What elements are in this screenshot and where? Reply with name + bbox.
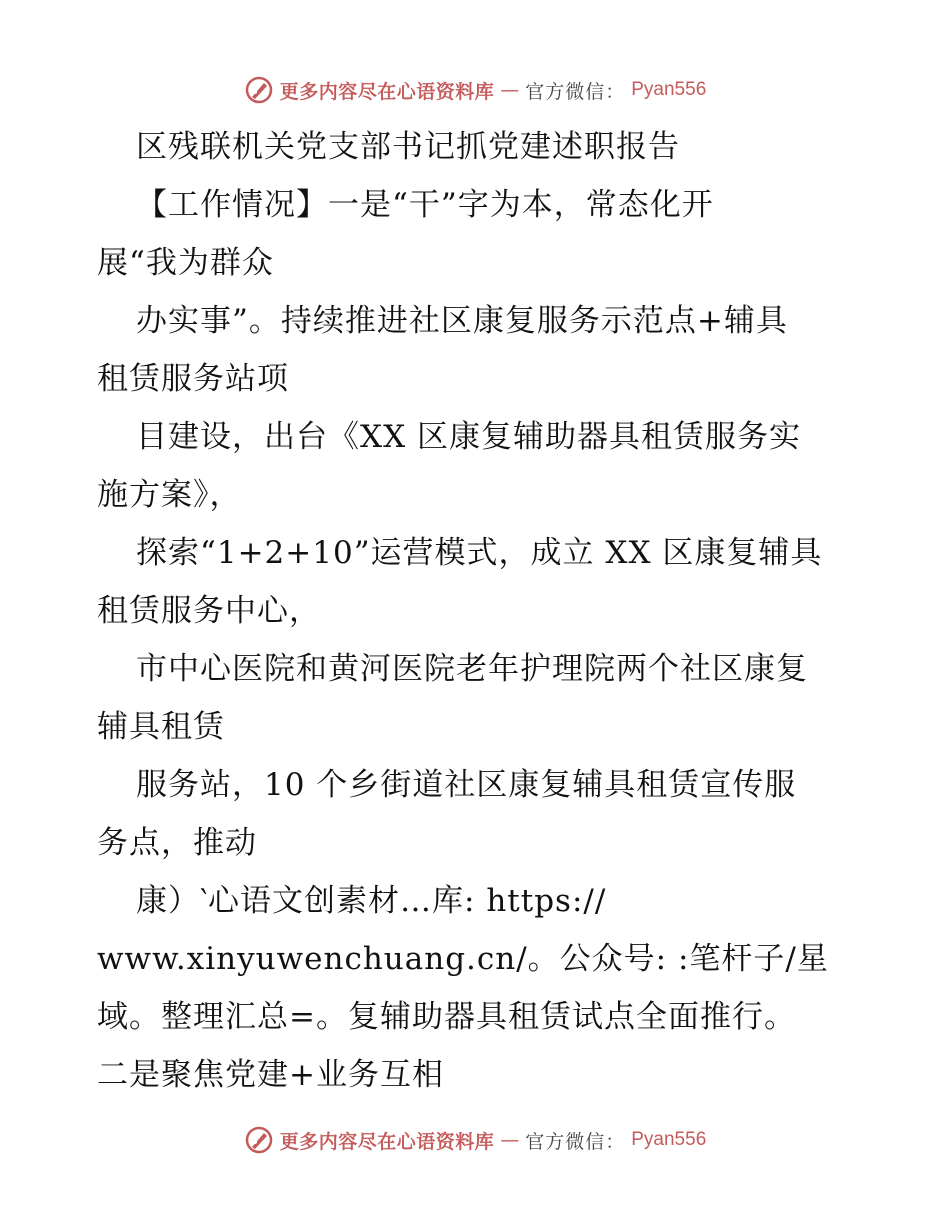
body-text-line: 服务站，10 个乡街道社区康复辅具租赁宣传服 [136, 767, 797, 803]
body-text-line: 【工作情况】一是“干”字为本，常态化开 [136, 187, 714, 223]
body-text-line: 康）‵心语文创素材…库: https:// [136, 883, 607, 919]
body-text-line: 务点，推动 [97, 825, 257, 861]
quill-logo-icon [244, 1125, 274, 1155]
watermark-official-label: 官方微信： [525, 80, 626, 103]
watermark-dash: — [500, 79, 520, 101]
footer-watermark [0, 1120, 950, 1160]
body-text-line: 辅具租赁 [97, 709, 225, 745]
body-text-line: 市中心医院和黄河医院老年护理院两个社区康复 [136, 651, 808, 687]
document-title: 区残联机关党支部书记抓党建述职报告 [136, 129, 680, 165]
header-watermark [0, 70, 950, 110]
watermark-wechat-id: Pyan556 [631, 79, 707, 100]
watermark-dash: — [500, 1129, 520, 1151]
body-text-line: 域。整理汇总=。复辅助器具租赁试点全面推行。 [97, 999, 796, 1035]
document-body [0, 122, 950, 1112]
body-text-line: 二是聚焦党建+业务互相 [97, 1057, 444, 1093]
body-text-line: 目建设，出台《XX 区康复辅助器具租赁服务实 [136, 419, 801, 455]
body-text-line: www.xinyuwenchuang.cn/。公众号: :笔杆子/星 [97, 941, 829, 977]
body-text-line: 租赁服务中心， [97, 593, 321, 629]
watermark-main-text: 更多内容尽在心语资料库 [279, 1130, 495, 1153]
watermark-wechat-id: Pyan556 [631, 1129, 707, 1150]
body-text-line: 施方案》， [97, 477, 242, 513]
body-text-line: 展“我为群众 [97, 245, 274, 281]
watermark-official-label: 官方微信： [525, 1130, 626, 1153]
body-text-line: 租赁服务站项 [97, 361, 289, 397]
quill-logo-icon [244, 75, 274, 105]
body-text-line: 办实事”。持续推进社区康复服务示范点+辅具 [136, 303, 788, 339]
body-text-line: 探索“1+2+10”运营模式，成立 XX 区康复辅具 [136, 535, 823, 571]
watermark-main-text: 更多内容尽在心语资料库 [279, 80, 495, 103]
